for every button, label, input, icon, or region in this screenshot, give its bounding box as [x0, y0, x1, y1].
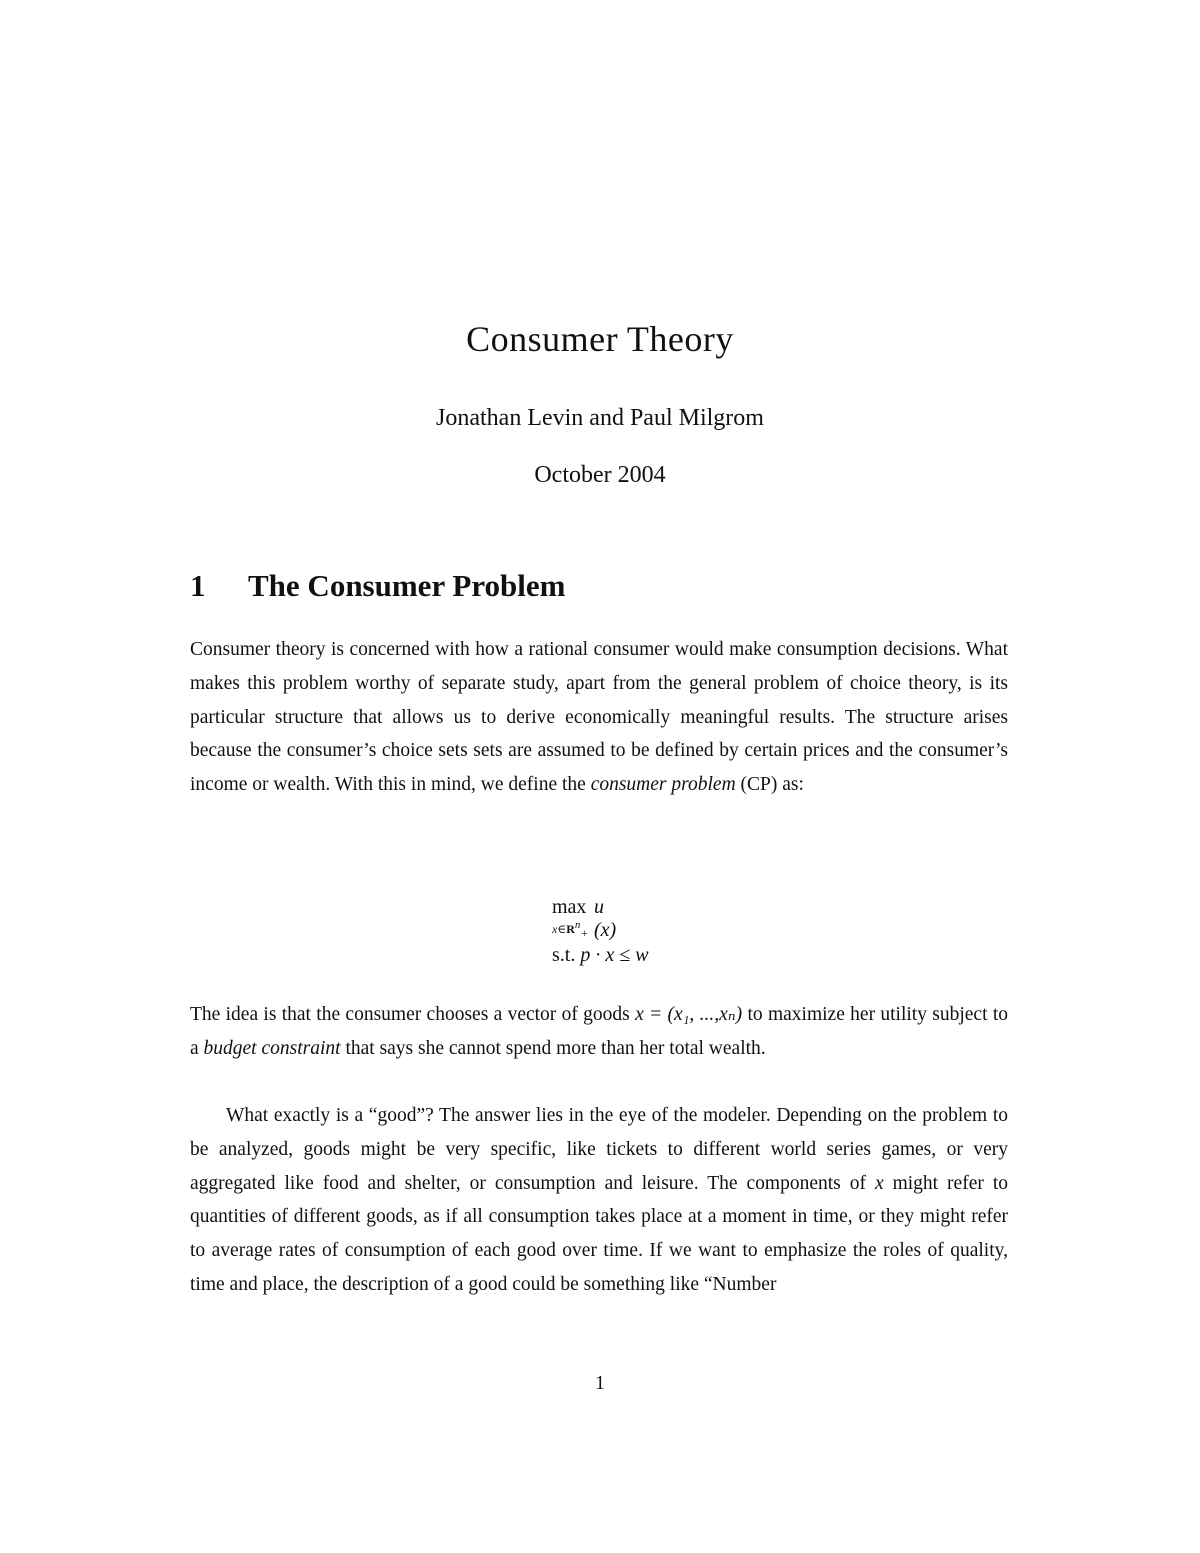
paragraph-2 [190, 998, 1008, 1066]
paragraph-3 [190, 1099, 1008, 1302]
paragraph-2-vector: x = (x₁, ...,xₙ) [635, 1004, 743, 1025]
equation-operator: max [552, 896, 587, 918]
page-number: 1 [595, 1372, 605, 1394]
equation-subscript-sup: n [574, 919, 581, 931]
equation-objective: u (x) [594, 896, 617, 941]
equation-subscript-set: R [566, 922, 575, 936]
paragraph-1-emphasis: consumer problem [590, 774, 736, 796]
equation-subscript-sub: + [580, 926, 589, 940]
document-title: Consumer Theory [466, 319, 734, 359]
paragraph-3-var: x [874, 1172, 884, 1194]
section-heading [190, 568, 565, 604]
paragraph-1-text-after: (CP) as: [735, 774, 804, 796]
paragraph-2-text-after: that says she cannot spend more than her total wealth. [340, 1037, 766, 1059]
paragraph-3-text-after: might refer to quantities of different goods, as if all consumption takes place at a moment in time, or they might refer to average rates of consumption of each good over time. If we want to emphasize the roles of quality, time and place, the description of a good could be something like “Number [190, 1172, 1008, 1295]
document-authors: Jonathan Levin and Paul Milgrom [436, 405, 764, 431]
paragraph-2-text-middle: to maximize her utility subject to a [190, 1004, 1008, 1059]
equation-subscript-var: x∈ [552, 922, 567, 936]
equation-subscript [552, 919, 589, 941]
document-date: October 2004 [534, 462, 666, 488]
section-number: 1 [190, 568, 206, 603]
equation-constraint: p · x ≤ w [580, 944, 649, 966]
paragraph-1 [190, 633, 1008, 802]
paragraph-2-text-before: The idea is that the consumer chooses a vector of goods [190, 1004, 636, 1025]
paragraph-1-text-before: Consumer theory is concerned with how a rational consumer would make consumption decisions. What makes this problem worthy of separate study, apart from the general problem of choice theory, is its particular structure that allows us to derive economically meaningful results. The structure arises because the consumer’s choice sets sets are assumed to be defined by certain prices and the consumer’s income or wealth. With this in mind, we define the [190, 639, 1008, 796]
paragraph-3-text-before: What exactly is a “good”? The answer lies in the eye of the modeler. Depending on the problem to be analyzed, goods might be very specific, like tickets to different world series games, or very aggregated like food and shelter, or consumption and leisure. The components of [190, 1105, 1008, 1194]
paragraph-2-emphasis: budget constraint [203, 1037, 341, 1059]
equation-constraint-label: s.t. [552, 944, 576, 966]
section-title: The Consumer Problem [248, 568, 566, 603]
